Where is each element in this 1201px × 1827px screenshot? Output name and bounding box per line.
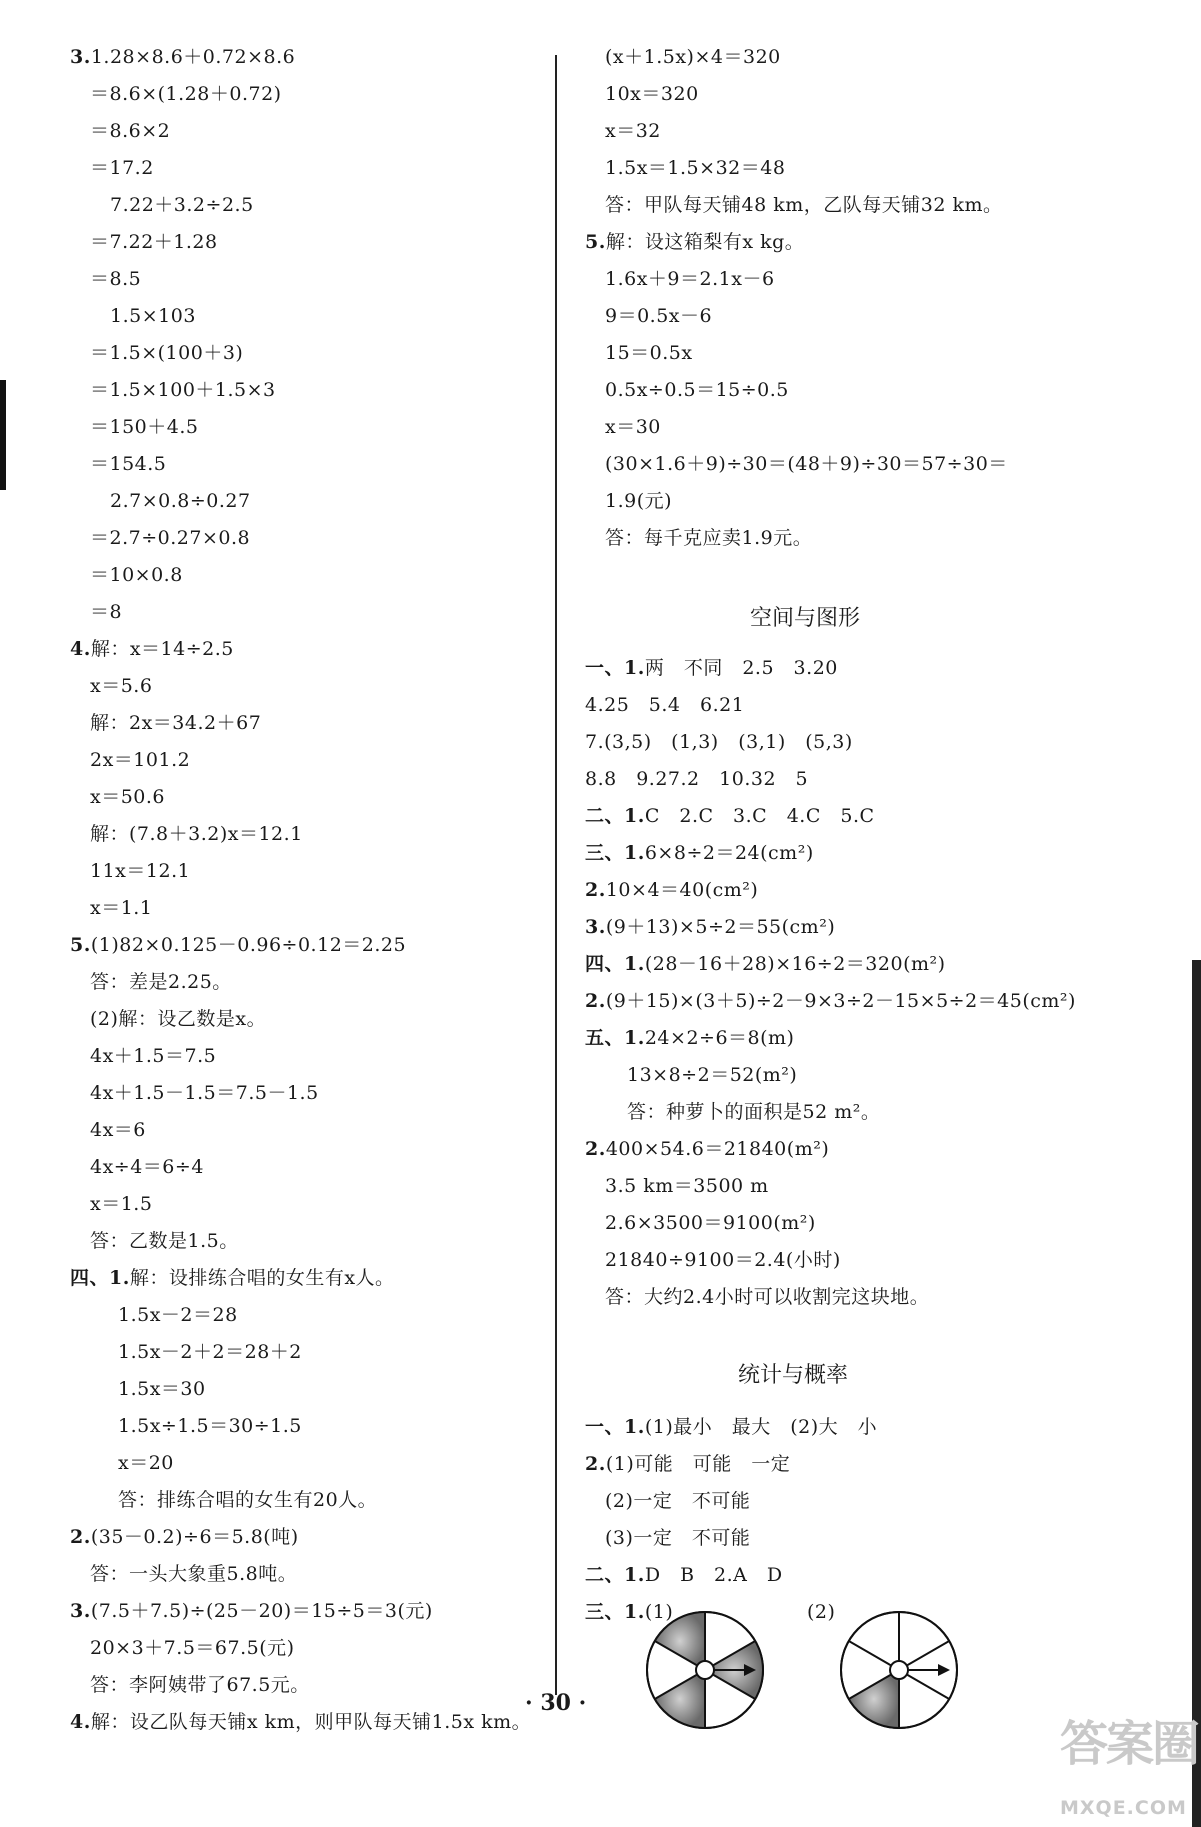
answer-line <box>605 451 1008 477</box>
answer-line <box>807 1599 835 1625</box>
answer-text: 1.5x－2＋2＝28＋2 <box>118 1341 302 1363</box>
answer-line <box>605 340 693 366</box>
answer-line <box>585 729 853 755</box>
answer-text: 解：(7.8＋3.2)x＝12.1 <box>90 823 303 845</box>
answer-line <box>605 414 661 440</box>
binding-edge-mark <box>0 380 6 490</box>
answer-text: 400×54.6＝21840(m²) <box>605 1138 830 1160</box>
answer-line <box>585 655 838 681</box>
answer-text: (1) <box>644 1601 674 1623</box>
answer-line <box>70 932 406 958</box>
answer-text: ＝1.5×100＋1.5×3 <box>90 379 276 401</box>
answer-line <box>605 1173 769 1199</box>
answer-line <box>585 803 875 829</box>
answer-line <box>90 229 218 255</box>
answer-line <box>585 840 814 866</box>
item-number: 二、1. <box>585 1564 645 1586</box>
item-number: 5. <box>70 934 91 956</box>
watermark-url: MXQE.COM <box>1060 1797 1187 1819</box>
answer-text: 21840÷9100＝2.4(小时) <box>605 1249 841 1271</box>
answer-line <box>90 266 141 292</box>
answer-text: (2) <box>807 1601 836 1623</box>
answer-text: 3.5 km＝3500 m <box>605 1175 769 1197</box>
answer-line <box>118 1413 302 1439</box>
answer-line <box>90 1191 152 1217</box>
answer-text: ＝8 <box>90 601 123 623</box>
answer-text: (2)解：设乙数是x。 <box>90 1008 267 1030</box>
answer-line <box>605 266 775 292</box>
answer-text: 24×2÷6＝8(m) <box>644 1027 795 1049</box>
answer-text: 1.6x＋9＝2.1x－6 <box>605 268 775 290</box>
answer-line <box>118 1487 377 1513</box>
watermark-logo <box>1060 1705 1200 1827</box>
item-number: 5. <box>585 231 606 253</box>
item-number: 五、1. <box>585 1027 645 1049</box>
answer-text: ＝7.22＋1.28 <box>90 231 218 253</box>
answer-line <box>90 118 170 144</box>
answer-line <box>90 747 190 773</box>
section-title-statistics: 统计与概率 <box>738 1363 849 1388</box>
page-edge-shadow <box>1192 960 1201 1827</box>
item-number: 3. <box>70 1600 91 1622</box>
answer-line <box>90 599 122 625</box>
answer-line <box>90 1154 204 1180</box>
answer-text: x＝20 <box>118 1452 174 1474</box>
answer-text: 1.5x＝1.5×32＝48 <box>605 157 786 179</box>
answer-text: 4x＝6 <box>90 1119 146 1141</box>
answer-line <box>90 451 166 477</box>
answer-line <box>118 1450 174 1476</box>
answer-line <box>90 1561 297 1587</box>
answer-text: x＝32 <box>605 120 661 142</box>
answer-text: 1.9(元) <box>605 490 673 512</box>
answer-line <box>605 44 781 70</box>
answer-text: x＝30 <box>605 416 661 438</box>
item-number: 四、1. <box>585 953 645 975</box>
answer-text: (9＋13)×5÷2＝55(cm²) <box>605 916 836 938</box>
answer-text: 1.5×103 <box>110 305 196 327</box>
answer-text: 解：设乙队每天铺x km，则甲队每天铺1.5x km。 <box>90 1711 532 1733</box>
answer-text: ＝10×0.8 <box>90 564 183 586</box>
answer-text: 两 不同 2.5 3.20 <box>644 657 838 679</box>
answer-text: 解：x＝14÷2.5 <box>90 638 234 660</box>
answer-text: 1.5x＝30 <box>118 1378 206 1400</box>
answer-text: 8.8 9.27.2 10.32 5 <box>585 768 809 790</box>
item-number: 4. <box>70 1711 91 1733</box>
answer-text: (1)可能 可能 一定 <box>605 1453 791 1475</box>
answer-text: 6×8÷2＝24(cm²) <box>644 842 814 864</box>
answer-line <box>90 340 243 366</box>
answer-text: 15＝0.5x <box>605 342 693 364</box>
answer-text: 4.25 5.4 6.21 <box>585 694 745 716</box>
answer-text: 解：设排练合唱的女生有x人。 <box>129 1267 395 1289</box>
answer-text: 10×4＝40(cm²) <box>605 879 759 901</box>
answer-text: ＝1.5×(100＋3) <box>90 342 244 364</box>
answer-text: 4x＋1.5－1.5＝7.5－1.5 <box>90 1082 319 1104</box>
answer-line <box>585 877 758 903</box>
answer-line <box>605 192 1003 218</box>
answer-line <box>585 951 946 977</box>
answer-line <box>605 1247 841 1273</box>
answer-text: ＝8.5 <box>90 268 142 290</box>
answer-line <box>90 377 276 403</box>
answer-line <box>70 1265 395 1291</box>
answer-text: 2x＝101.2 <box>90 749 191 771</box>
answer-text: 10x＝320 <box>605 83 699 105</box>
answer-line <box>110 192 254 218</box>
answer-line <box>585 1025 794 1051</box>
answer-line <box>585 988 1076 1014</box>
answer-text: (30×1.6＋9)÷30＝(48＋9)÷30＝57÷30＝ <box>605 453 1008 475</box>
answer-text: (28－16＋28)×16÷2＝320(m²) <box>644 953 946 975</box>
answer-line <box>605 155 785 181</box>
answer-line <box>90 969 232 995</box>
item-number: 4. <box>70 638 91 660</box>
answer-text: 2.7×0.8÷0.27 <box>110 490 251 512</box>
answer-line <box>585 692 744 718</box>
answer-text: 解：设这箱梨有x kg。 <box>605 231 805 253</box>
answer-line <box>90 525 250 551</box>
answer-text: ＝150＋4.5 <box>90 416 199 438</box>
spinner-1-image <box>640 1605 770 1735</box>
answer-line <box>90 821 303 847</box>
answer-line <box>627 1099 880 1125</box>
answer-text: (2)一定 不可能 <box>605 1490 751 1512</box>
answer-text: 2.6×3500＝9100(m²) <box>605 1212 816 1234</box>
answer-text: 答：排练合唱的女生有20人。 <box>118 1489 378 1511</box>
answer-line <box>605 1284 929 1310</box>
answer-text: (3)一定 不可能 <box>605 1527 751 1549</box>
answer-line <box>605 525 812 551</box>
answer-line <box>90 155 154 181</box>
answer-line <box>90 673 152 699</box>
item-number: 一、1. <box>585 657 645 679</box>
answer-text: 4x＋1.5＝7.5 <box>90 1045 217 1067</box>
section-title-space-shape: 空间与图形 <box>750 606 861 631</box>
answer-line <box>605 1525 750 1551</box>
answer-text: x＝1.1 <box>90 897 153 919</box>
answer-line <box>90 1635 295 1661</box>
answer-text: 7.(3,5) (1,3) (3,1) (5,3) <box>585 731 853 753</box>
answer-text: 答：乙数是1.5。 <box>90 1230 239 1252</box>
answer-text: 9＝0.5x－6 <box>605 305 713 327</box>
answer-line <box>605 1210 816 1236</box>
answer-text: (9＋15)×(3＋5)÷2－9×3÷2－15×5÷2＝45(cm²) <box>605 990 1076 1012</box>
answer-line <box>118 1302 238 1328</box>
answer-line <box>585 766 808 792</box>
answer-line <box>90 858 190 884</box>
column-divider <box>555 55 557 1695</box>
item-number: 3. <box>70 46 91 68</box>
answer-line <box>90 1117 146 1143</box>
answer-text: 答：李阿姨带了67.5元。 <box>90 1674 310 1696</box>
answer-line <box>605 81 699 107</box>
answer-text: 0.5x÷0.5＝15÷0.5 <box>605 379 789 401</box>
answer-text: (1)82×0.125－0.96÷0.12＝2.25 <box>90 934 407 956</box>
item-number: 2. <box>70 1526 91 1548</box>
answer-line <box>110 303 196 329</box>
answer-text: 答：一头大象重5.8吨。 <box>90 1563 298 1585</box>
answer-text: 11x＝12.1 <box>90 860 191 882</box>
answer-text: (35－0.2)÷6＝5.8(吨) <box>90 1526 299 1548</box>
answer-text: D B 2.A D <box>644 1564 783 1586</box>
answer-line <box>605 488 672 514</box>
answer-text: x＝50.6 <box>90 786 166 808</box>
answer-line <box>585 1136 829 1162</box>
answer-text: 答：种萝卜的面积是52 m²。 <box>627 1101 881 1123</box>
answer-text: (7.5＋7.5)÷(25－20)＝15÷5＝3(元) <box>90 1600 433 1622</box>
answer-text: 1.5x÷1.5＝30÷1.5 <box>118 1415 302 1437</box>
answer-line <box>90 81 282 107</box>
answer-line <box>605 118 661 144</box>
item-number: 2. <box>585 990 606 1012</box>
spinner-2-image <box>834 1605 964 1735</box>
answer-line <box>605 1488 750 1514</box>
answer-line <box>110 488 251 514</box>
answer-line <box>605 303 712 329</box>
answer-text: x＝1.5 <box>90 1193 153 1215</box>
answer-line <box>90 895 152 921</box>
answer-line <box>118 1339 302 1365</box>
answer-line <box>90 784 165 810</box>
answer-line <box>90 1080 319 1106</box>
item-number: 四、1. <box>70 1267 130 1289</box>
answer-line <box>585 229 804 255</box>
answer-line <box>585 1562 783 1588</box>
answer-line <box>605 377 789 403</box>
page-number: · 30 · <box>525 1690 587 1716</box>
item-number: 三、1. <box>585 1601 645 1623</box>
answer-line <box>70 1709 531 1735</box>
answer-line <box>585 914 835 940</box>
answer-text: ＝17.2 <box>90 157 154 179</box>
answer-text: 20×3＋7.5＝67.5(元) <box>90 1637 295 1659</box>
answer-text: ＝2.7÷0.27×0.8 <box>90 527 251 549</box>
answer-line <box>585 1451 790 1477</box>
answer-text: x＝5.6 <box>90 675 153 697</box>
answer-text: 解：2x＝34.2＋67 <box>90 712 262 734</box>
answer-text: 答：甲队每天铺48 km，乙队每天铺32 km。 <box>605 194 1003 216</box>
answer-line <box>90 1006 266 1032</box>
item-number: 一、1. <box>585 1416 645 1438</box>
answer-line <box>90 1043 216 1069</box>
answer-text: 7.22＋3.2÷2.5 <box>110 194 254 216</box>
answer-text: 1.28×8.6＋0.72×8.6 <box>90 46 296 68</box>
answer-text: ＝8.6×(1.28＋0.72) <box>90 83 282 105</box>
answer-text: C 2.C 3.C 4.C 5.C <box>644 805 875 827</box>
answer-text: (x＋1.5x)×4＝320 <box>605 46 781 68</box>
item-number: 2. <box>585 879 606 901</box>
answer-line <box>70 44 295 70</box>
answer-text: ＝8.6×2 <box>90 120 171 142</box>
answer-line <box>118 1376 206 1402</box>
answer-text: (1)最小 最大 (2)大 小 <box>644 1416 878 1438</box>
answer-line <box>70 636 234 662</box>
answer-line <box>70 1524 299 1550</box>
item-number: 二、1. <box>585 805 645 827</box>
item-number: 三、1. <box>585 842 645 864</box>
answer-text: 答：大约2.4小时可以收割完这块地。 <box>605 1286 930 1308</box>
watermark-text: 答案圈 <box>1060 1716 1199 1772</box>
answer-text: 答：每千克应卖1.9元。 <box>605 527 813 549</box>
answer-line <box>90 414 198 440</box>
answer-text: ＝154.5 <box>90 453 167 475</box>
answer-text: 1.5x－2＝28 <box>118 1304 238 1326</box>
answer-text: 答：差是2.25。 <box>90 971 232 993</box>
answer-line <box>90 1672 310 1698</box>
answer-line <box>90 562 183 588</box>
answer-text: 4x÷4＝6÷4 <box>90 1156 204 1178</box>
answer-line <box>90 1228 239 1254</box>
answer-line <box>90 710 261 736</box>
answer-line <box>627 1062 797 1088</box>
answer-line <box>70 1598 433 1624</box>
answer-line <box>585 1414 877 1440</box>
item-number: 3. <box>585 916 606 938</box>
item-number: 2. <box>585 1138 606 1160</box>
answer-text: 13×8÷2＝52(m²) <box>627 1064 798 1086</box>
item-number: 2. <box>585 1453 606 1475</box>
